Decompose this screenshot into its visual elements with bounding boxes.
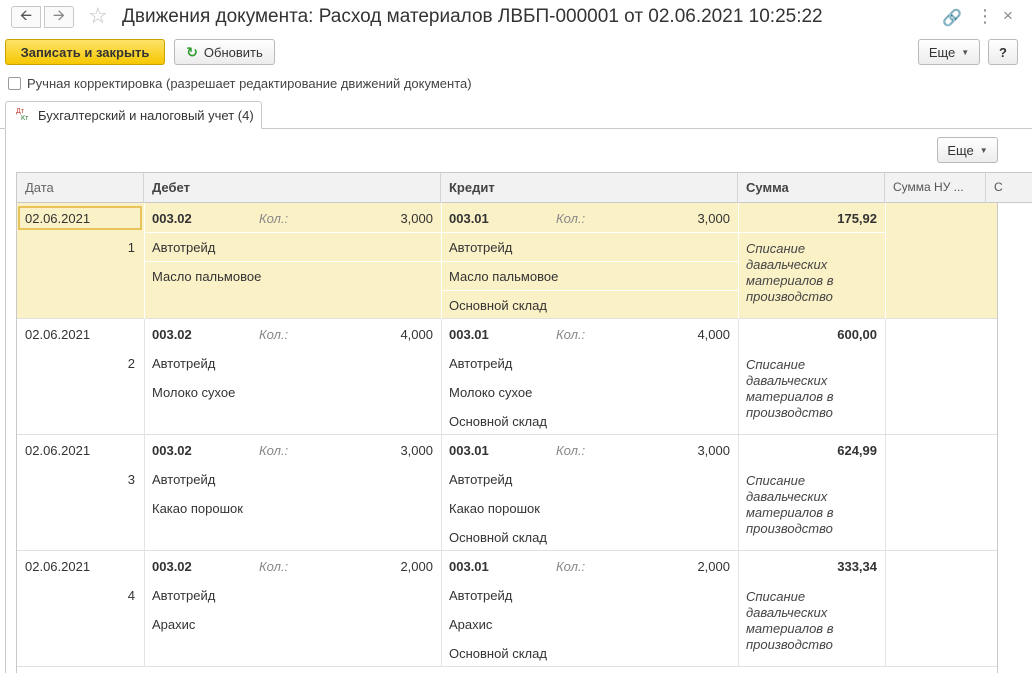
more-vertical-icon[interactable]: ⋮: [976, 6, 994, 26]
column-separator: [738, 319, 739, 435]
column-separator: [738, 203, 739, 319]
row-date: 02.06.2021: [25, 559, 91, 574]
row-number: 3: [127, 472, 135, 487]
debit-qty: 3,000: [400, 211, 433, 226]
link-icon[interactable]: 🔗: [942, 10, 962, 27]
column-separator: [885, 319, 886, 435]
debit-subconto-1: Автотрейд: [152, 240, 216, 255]
refresh-label: Обновить: [203, 44, 263, 60]
save-close-button[interactable]: Записать и закрыть: [5, 39, 165, 65]
credit-subconto-1: Автотрейд: [449, 356, 513, 371]
debit-account: 003.02: [152, 559, 192, 574]
window-title: Движения документа: Расход материалов ЛВБП-000001 от 02.06.2021 10:25:22: [122, 6, 823, 27]
debit-qty: 2,000: [400, 559, 433, 574]
subrow-separator: [144, 261, 441, 262]
column-separator: [738, 435, 739, 551]
more-button[interactable]: [918, 39, 980, 65]
row-sum: 600,00: [837, 327, 877, 342]
debit-account: 003.02: [152, 443, 192, 458]
debit-subconto-1: Автотрейд: [152, 588, 216, 603]
credit-qty: 3,000: [697, 211, 730, 226]
credit-subconto-1: Автотрейд: [449, 240, 513, 255]
tab-accounting-label: Бухгалтерский и налоговый учет (4): [38, 107, 254, 123]
row-date: 02.06.2021: [25, 327, 91, 342]
credit-qty-label: Кол.:: [556, 443, 586, 458]
credit-account: 003.01: [449, 211, 489, 226]
movements-table: [16, 172, 1032, 673]
column-separator: [144, 551, 145, 667]
manual-correction-label[interactable]: Ручная корректировка (разрешает редактирование движений документа): [27, 76, 472, 91]
subrow-separator: [441, 232, 738, 233]
header-sum[interactable]: Сумма: [738, 173, 885, 203]
refresh-button[interactable]: [174, 39, 275, 65]
credit-subconto-3: Основной склад: [449, 414, 547, 429]
row-sum: 333,34: [837, 559, 877, 574]
debit-account: 003.02: [152, 327, 192, 342]
credit-qty: 2,000: [697, 559, 730, 574]
credit-account: 003.01: [449, 559, 489, 574]
table-header: [17, 173, 1032, 203]
forward-button[interactable]: [44, 6, 74, 28]
table-row[interactable]: [17, 435, 998, 551]
debit-account: 003.02: [152, 211, 192, 226]
header-sum-nu[interactable]: Сумма НУ ...: [885, 173, 986, 203]
debit-qty-label: Кол.:: [259, 327, 289, 342]
header-debit[interactable]: Дебет: [144, 173, 441, 203]
manual-correction-checkbox[interactable]: [8, 77, 21, 90]
subrow-separator: [738, 232, 885, 233]
debit-subconto-2: Арахис: [152, 617, 196, 632]
column-separator: [144, 435, 145, 551]
caret-down-icon: ▼: [961, 47, 970, 57]
debit-qty-label: Кол.:: [259, 443, 289, 458]
credit-subconto-3: Основной склад: [449, 530, 547, 545]
tab-accounting[interactable]: [5, 101, 262, 129]
credit-qty-label: Кол.:: [556, 211, 586, 226]
row-number: 1: [127, 240, 135, 255]
debit-qty: 3,000: [400, 443, 433, 458]
subrow-separator: [144, 232, 441, 233]
row-description: Списание давальческих материалов в производство: [746, 589, 834, 652]
header-date[interactable]: Дата: [17, 173, 144, 203]
row-date: 02.06.2021: [25, 443, 91, 458]
column-separator: [441, 551, 442, 667]
subrow-separator: [441, 290, 738, 291]
back-button[interactable]: [11, 6, 41, 28]
credit-subconto-2: Масло пальмовое: [449, 269, 559, 284]
row-date: 02.06.2021: [25, 211, 91, 226]
credit-qty: 3,000: [697, 443, 730, 458]
table-row[interactable]: [17, 203, 998, 319]
debit-qty-label: Кол.:: [259, 559, 289, 574]
row-number: 4: [127, 588, 135, 603]
table-right-border: [997, 203, 998, 673]
credit-account: 003.01: [449, 327, 489, 342]
debit-qty-label: Кол.:: [259, 211, 289, 226]
credit-qty: 4,000: [697, 327, 730, 342]
row-sum: 175,92: [837, 211, 877, 226]
table-row[interactable]: [17, 551, 998, 667]
debit-subconto-2: Какао порошок: [152, 501, 243, 516]
arrow-left-icon: 🡨: [19, 6, 33, 24]
column-separator: [441, 435, 442, 551]
debit-qty: 4,000: [400, 327, 433, 342]
row-number: 2: [127, 356, 135, 371]
row-description: Списание давальческих материалов в производство: [746, 357, 834, 420]
row-sum: 624,99: [837, 443, 877, 458]
help-button[interactable]: ?: [988, 39, 1018, 65]
debit-subconto-2: Молоко сухое: [152, 385, 236, 400]
header-extra[interactable]: С: [994, 180, 1003, 194]
debit-subconto-2: Масло пальмовое: [152, 269, 262, 284]
debit-subconto-1: Автотрейд: [152, 472, 216, 487]
credit-subconto-2: Молоко сухое: [449, 385, 533, 400]
grid-more-label: Еще: [947, 142, 974, 158]
row-description: Списание давальческих материалов в производство: [746, 473, 834, 536]
dt-kt-icon: Дт Кт: [16, 108, 29, 122]
more-label: Еще: [928, 44, 956, 60]
title-bar: [0, 0, 1032, 36]
credit-subconto-1: Автотрейд: [449, 472, 513, 487]
credit-account: 003.01: [449, 443, 489, 458]
arrow-right-icon: 🡪: [52, 6, 66, 24]
credit-subconto-2: Арахис: [449, 617, 493, 632]
credit-qty-label: Кол.:: [556, 559, 586, 574]
favorite-star-icon[interactable]: ☆: [88, 3, 108, 28]
column-separator: [144, 319, 145, 435]
column-separator: [738, 551, 739, 667]
column-separator: [441, 319, 442, 435]
header-credit[interactable]: Кредит: [441, 173, 738, 203]
grid-more-button[interactable]: [937, 137, 998, 163]
column-separator: [885, 435, 886, 551]
debit-subconto-1: Автотрейд: [152, 356, 216, 371]
close-icon[interactable]: ×: [1003, 6, 1013, 25]
panel-border: [5, 128, 6, 673]
table-row[interactable]: [17, 319, 998, 435]
caret-down-icon: ▼: [979, 145, 988, 155]
credit-subconto-1: Автотрейд: [449, 588, 513, 603]
credit-qty-label: Кол.:: [556, 327, 586, 342]
credit-subconto-2: Какао порошок: [449, 501, 540, 516]
credit-subconto-3: Основной склад: [449, 298, 547, 313]
refresh-icon: ↻: [186, 43, 198, 60]
column-separator: [885, 551, 886, 667]
row-description: Списание давальческих материалов в производство: [746, 241, 834, 304]
credit-subconto-3: Основной склад: [449, 646, 547, 661]
column-separator: [885, 203, 886, 319]
subrow-separator: [441, 261, 738, 262]
